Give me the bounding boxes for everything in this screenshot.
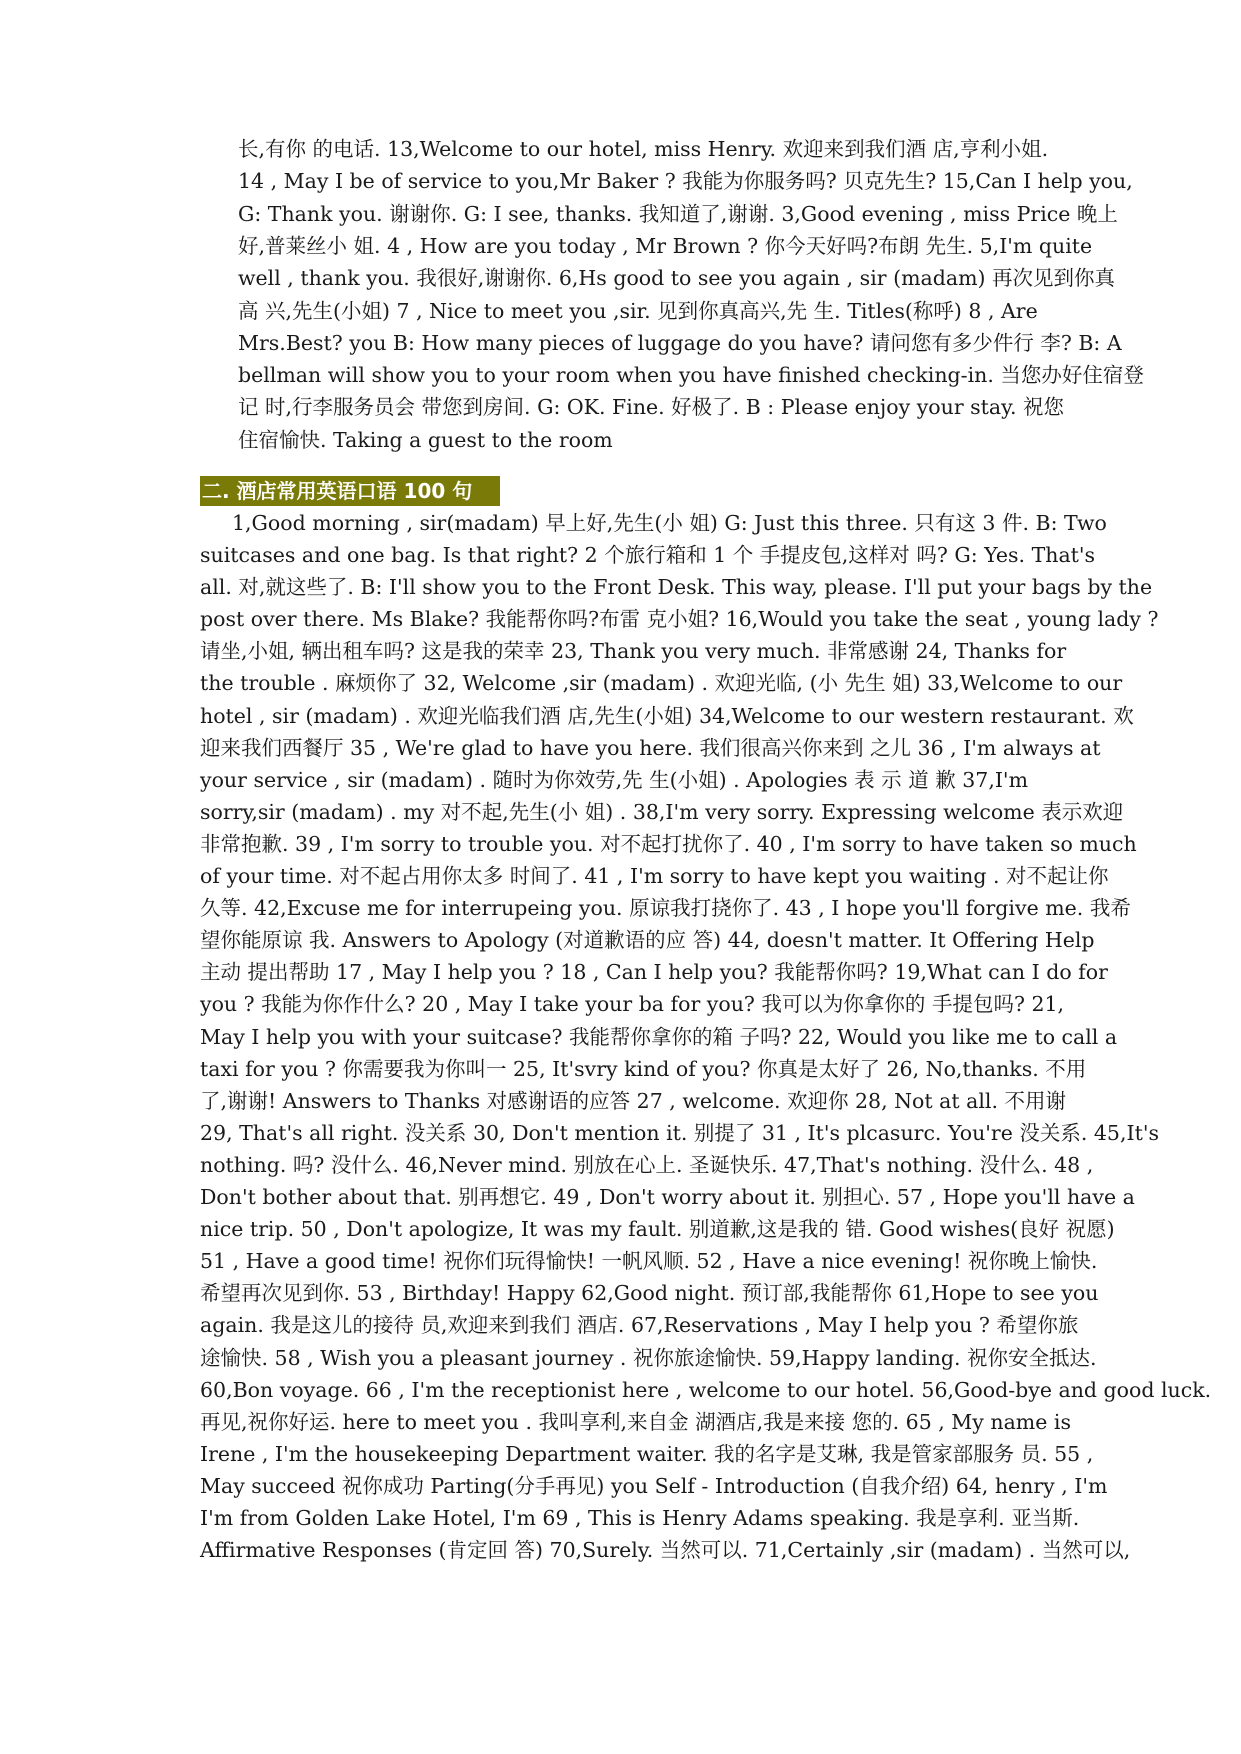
text-line: bellman will show you to your room when you have finished checking-in. 当您办好住宿登 <box>238 363 1144 388</box>
text-line: 迎来我们西餐厅 35 , We're glad to have you here. 我们很高兴你来到 之儿 36 , I'm always at <box>200 735 1101 760</box>
text-line: hotel , sir (madam) . 欢迎光临我们酒 店,先生(小姐) 34,Welcome to our western restaurant. 欢 <box>200 703 1134 728</box>
text-line: post over there. Ms Blake? 我能帮你吗?布雷 克小姐? 16,Would you take the seat , young lady ? <box>200 607 1159 632</box>
text-line: 请坐,小姐, 辆出租车吗? 这是我的荣幸 23, Thank you very much. 非常感谢 24, Thanks for <box>200 639 1067 664</box>
text-line: sorry,sir (madam) . my 对不起,先生(小 姐) . 38,I'm very sorry. Expressing welcome 表示欢迎 <box>200 799 1124 824</box>
text-line: nothing. 吗? 没什么. 46,Never mind. 别放在心上. 圣诞快乐. 47,That's nothing. 没什么. 48 , <box>200 1152 1094 1177</box>
text-line: 高 兴,先生(小姐) 7 , Nice to meet you ,sir. 见到你真高兴,先 生. Titles(称呼) 8 , Are <box>238 298 1038 323</box>
text-line: 长,有你 的电话. 13,Welcome to our hotel, miss Henry. 欢迎来到我们酒 店,亨利小姐. <box>238 137 1049 161</box>
text-line: Mrs.Best? you B: How many pieces of luggage do you have? 请问您有多少件行 李? B: A <box>238 330 1122 355</box>
section-heading: 二. 酒店常用英语口语 100 句 <box>200 476 500 506</box>
text-line: 了,谢谢! Answers to Thanks 对感谢语的应答 27 , welcome. 欢迎你 28, Not at all. 不用谢 <box>200 1088 1066 1113</box>
text-line: taxi for you ? 你需要我为你叫一 25, It'svry kind of you? 你真是太好了 26, No,thanks. 不用 <box>200 1056 1087 1081</box>
text-line: 久等. 42,Excuse me for interrupeing you. 原谅我打挠你了. 43 , I hope you'll forgive me. 我希 <box>200 896 1131 921</box>
section-two-first-line: 1,Good morning , sir(madam) 早上好,先生(小 姐) G: Just this three. 只有这 3 件. B: Two <box>232 511 1107 535</box>
text-line: 再见,祝你好运. here to meet you . 我叫享利,来自金 湖酒店,我是来接 您的. 65 , My name is <box>200 1409 1071 1434</box>
text-line: suitcases and one bag. Is that right? 2 个旅行箱和 1 个 手提皮包,这样对 吗? G: Yes. That's <box>200 543 1096 567</box>
text-line: 望你能原谅 我. Answers to Apology (对道歉语的应 答) 44, doesn't matter. It Offering Help <box>200 928 1095 953</box>
text-line: I'm from Golden Lake Hotel, I'm 69 , This is Henry Adams speaking. 我是享利. 亚当斯. <box>200 1506 1080 1530</box>
text-line: 非常抱歉. 39 , I'm sorry to trouble you. 对不起打扰你了. 40 , I'm sorry to have taken so much <box>200 831 1137 856</box>
text-line: nice trip. 50 , Don't apologize, It was my fault. 别道歉,这是我的 错. Good wishes(良好 祝愿) <box>200 1217 1115 1242</box>
text-line: Don't bother about that. 别再想它. 49 , Don't worry about it. 别担心. 57 , Hope you'll have a <box>200 1185 1135 1209</box>
text-line: May succeed 祝你成功 Parting(分手再见) you Self - Introduction (自我介绍) 64, henry , I'm <box>200 1473 1108 1498</box>
text-line: 住宿愉快. Taking a guest to the room <box>238 427 613 452</box>
text-line: 主动 提出帮助 17 , May I help you ? 18 , Can I help you? 我能帮你吗? 19,What can I do for <box>200 960 1108 985</box>
text-line: 记 时,行李服务员会 带您到房间. G: OK. Fine. 好极了. B : Please enjoy your stay. 祝您 <box>238 395 1065 420</box>
text-line: 29, That's all right. 没关系 30, Don't mention it. 别提了 31 , It's plcasurc. You're 没关系. 45,It's <box>200 1120 1159 1145</box>
text-line: of your time. 对不起占用你太多 时间了. 41 , I'm sorry to have kept you waiting . 对不起让你 <box>200 864 1109 888</box>
text-line: the trouble . 麻烦你了 32, Welcome ,sir (madam) . 欢迎光临, (小 先生 姐) 33,Welcome to our <box>200 671 1123 696</box>
text-line: 希望再次见到你. 53 , Birthday! Happy 62,Good night. 预订部,我能帮你 61,Hope to see you <box>200 1281 1099 1306</box>
text-line: 60,Bon voyage. 66 , I'm the receptionist here , welcome to our hotel. 56,Good-bye and good luck. <box>200 1377 1212 1402</box>
text-line: Irene , I'm the housekeeping Department waiter. 我的名字是艾琳, 我是管家部服务 员. 55 , <box>200 1441 1094 1466</box>
text-line: 51 , Have a good time! 祝你们玩得愉快! 一帆风顺. 52 , Have a nice evening! 祝你晚上愉快. <box>200 1249 1098 1274</box>
text-line: well , thank you. 我很好,谢谢你. 6,Hs good to see you again , sir (madam) 再次见到你真 <box>238 266 1116 291</box>
text-line: your service , sir (madam) . 随时为你效劳,先 生(小姐) . Apologies 表 示 道 歉 37,I'm <box>200 767 1029 792</box>
text-line: you ? 我能为你作什么? 20 , May I take your ba for you? 我可以为你拿你的 手提包吗? 21, <box>200 992 1065 1017</box>
text-line: again. 我是这儿的接待 员,欢迎来到我们 酒店. 67,Reservations , May I help you ? 希望你旅 <box>200 1313 1079 1338</box>
text-line: 14 , May I be of service to you,Mr Baker ? 我能为你服务吗? 贝克先生? 15,Can I help you, <box>238 169 1133 194</box>
text-line: Affirmative Responses (肯定回 答) 70,Surely. 当然可以. 71,Certainly ,sir (madam) . 当然可以, <box>200 1538 1131 1563</box>
text-line: G: Thank you. 谢谢你. G: I see, thanks. 我知道了,谢谢. 3,Good evening , miss Price 晚上 <box>238 201 1118 226</box>
text-line: May I help you with your suitcase? 我能帮你拿你的箱 子吗? 22, Would you like me to call a <box>200 1024 1118 1049</box>
text-line: 好,普莱丝小 姐. 4 , How are you today , Mr Brown ? 你今天好吗?布朗 先生. 5,I'm quite <box>238 233 1093 258</box>
text-line: all. 对,就这些了. B: I'll show you to the Front Desk. This way, please. I'll put your bags by the <box>200 575 1153 600</box>
text-line: 途愉快. 58 , Wish you a pleasant journey . 祝你旅途愉快. 59,Happy landing. 祝你安全抵达. <box>200 1345 1097 1370</box>
